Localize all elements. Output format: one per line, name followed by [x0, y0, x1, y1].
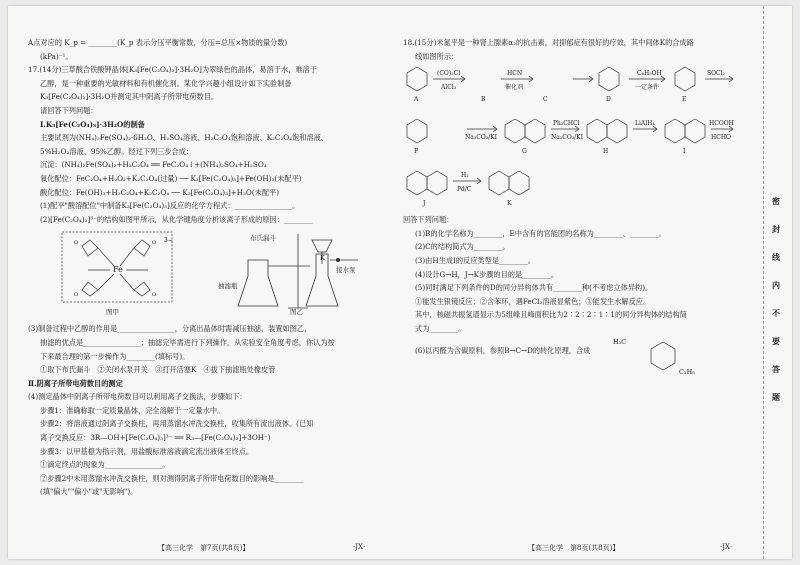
svg-text:I: I	[683, 148, 686, 156]
svg-text:C: C	[543, 96, 548, 104]
right-page-footer: 【高三化学 第8页(共8页)】	[528, 544, 620, 552]
right-page	[403, 36, 748, 376]
svg-text:D: D	[606, 96, 611, 104]
methyl-label: H₃C	[613, 337, 627, 346]
section-heading: Ⅰ.K₃[Fe(C₂O₄)₃]·3H₂O的制备	[40, 119, 145, 129]
text-line: ①滴定终点的现象为________________。	[40, 460, 170, 470]
svg-text:Na₂CO₃/KI: Na₂CO₃/KI	[551, 134, 584, 142]
text-line: 式为________。	[415, 323, 466, 333]
complex-structure-diagram	[58, 230, 178, 314]
svg-text:G: G	[522, 148, 527, 156]
text-line: (3)由H生成I的反应类型是________。	[415, 255, 535, 265]
reaction-scheme-drawing	[403, 63, 748, 213]
text-line: 步骤1：准确称取一定质量晶体，完全溶解于一定量水中。	[40, 405, 225, 415]
svg-text:O: O	[74, 240, 79, 247]
svg-text:SOCl₂: SOCl₂	[707, 70, 725, 78]
svg-text:Fe: Fe	[113, 265, 123, 275]
seal-char: 内	[772, 280, 780, 290]
svg-text:F: F	[414, 148, 419, 156]
svg-text:E: E	[682, 96, 687, 104]
figure-a-caption: 图甲	[106, 308, 119, 317]
seal-char: 题	[772, 392, 780, 402]
svg-text:A: A	[414, 96, 419, 104]
text-line: 主要试剂为(NH₄)₂Fe(SO₄)₂·6H₂O、H₂SO₄溶液、H₂C₂O₄饱和溶液、K₂C₂O₄饱和溶液、	[40, 133, 328, 143]
text-line: 步骤2：将溶液通过阴离子交换柱，再用蒸馏水冲洗交换柱，收集所有流出液体。(已知	[40, 419, 314, 429]
text-line: (2)C的结构简式为________。	[415, 242, 510, 252]
svg-text:3−: 3−	[164, 237, 173, 245]
svg-text:Na₂CO₃/KI: Na₂CO₃/KI	[465, 134, 498, 142]
text-line: 线如图所示：	[415, 51, 459, 61]
svg-text:AlCl₃: AlCl₃	[441, 84, 457, 92]
seal-char: 不	[772, 308, 780, 318]
text-line: (3)制备过程中乙醇的作用是________________，分离出晶体时需减压抽滤，装置如图乙，	[28, 324, 312, 334]
text-line: (6)以丙醛为含碳原料，参照B→C→D的转化原理，合成	[415, 345, 591, 355]
valve-k-label: K	[320, 254, 325, 263]
svg-text:Ph₂CHCl: Ph₂CHCl	[553, 120, 580, 128]
svg-text:催化剂: 催化剂	[505, 84, 524, 92]
left-page-footer-mark: ·JX·	[353, 543, 366, 551]
svg-text:J: J	[423, 200, 426, 208]
seal-line-strip	[763, 6, 793, 559]
svg-text:B: B	[481, 96, 486, 104]
exam-sheet	[8, 6, 792, 559]
text-line: ②步骤2中未用蒸馏水冲洗交换柱，则对测得阴离子所带电荷数目的影响是________	[40, 473, 304, 483]
svg-text:一定条件: 一定条件	[635, 84, 660, 92]
text-line: (kPa)⁻¹。	[40, 51, 73, 61]
options-line: ①取下布氏漏斗 ②关闭水泵开关 ③打开活塞K ④拔下抽滤瓶处橡皮管	[40, 365, 276, 375]
text-line: (填"偏大""偏小"或"无影响")。	[40, 487, 138, 497]
equation-line: 沉淀：(NH₄)₂Fe(SO₄)₂+H₂C₂O₄ ══ FeC₂O₄↓+(NH₄)₂SO₄+H₂SO₄	[40, 160, 267, 170]
equation-line: 酸化配位：Fe(OH)₃+H₂C₂O₄+K₂C₂O₄ ── K₃[Fe(C₂O₄)₃]+H₂O(未配平)	[40, 187, 279, 197]
svg-text:HCHO: HCHO	[711, 134, 731, 142]
text-line: (2)[Fe(C₂O₄)₃]³⁻的结构如图甲所示，从化学键角度分析该离子形成的原因：________	[40, 214, 313, 224]
text-line: (1)配平"酸溶配位"中制备K₃[Fe(C₂O₄)₃]反应的化学方程式：________________。	[40, 201, 300, 211]
figure-row	[28, 230, 388, 318]
seal-char: 答	[772, 364, 780, 374]
svg-text:HCOOH: HCOOH	[709, 120, 734, 128]
left-page-footer: 【高三化学 第7页(共8页)】	[158, 544, 250, 552]
text-line: A点对应的 K_p = ________(K_p 表示分压平衡常数，分压=总压×物质的量分数)	[28, 38, 288, 47]
text-line: 离子交换反应：3R—OH+[Fe(C₂O₄)₃]³⁻ ══ R₃—[Fe(C₂O₄)₃]+3OH⁻)	[40, 433, 271, 443]
text-line: 乙醇，是一种重要的光敏材料和有机催化剂。某化学兴趣小组设计如下实验制备	[40, 78, 292, 88]
text-line: ①能发生银镜反应；②含苯环，遇FeCl₃溶液显紫色；③能发生水解反应。	[415, 296, 651, 306]
svg-text:(CO)₂Cl: (CO)₂Cl	[437, 70, 461, 78]
to-pump-label: 接水泵	[336, 266, 356, 275]
question-6-row	[403, 336, 748, 376]
text-line: (5)同时满足下列条件的D的同分异构体共有________种(不考虑立体异构)。	[415, 283, 653, 293]
seal-char: 要	[772, 336, 780, 346]
text-line: (1)B的化学名称为________，E中含有的官能团的名称为________、________。	[415, 228, 666, 238]
text-line: 5%H₂O₂溶液、95%乙醇。经过下列三步合成：	[40, 146, 194, 156]
left-page	[28, 36, 388, 499]
section-heading: Ⅱ.阴离子所带电荷数目的测定	[28, 378, 123, 388]
synthesis-scheme	[403, 63, 748, 213]
text-line: 其中，核磁共振氢谱显示为5组峰且峰面积比为2∶2∶2∶1∶1的同分异构体的结构简	[415, 310, 687, 320]
text-line: 回答下列问题：	[403, 215, 454, 225]
svg-text:K: K	[507, 200, 512, 208]
svg-text:O: O	[74, 292, 79, 299]
svg-text:O: O	[152, 240, 157, 247]
text-line: 下来最合理的第一步操作为________(填标号)。	[40, 351, 190, 361]
right-page-footer-mark: ·JX·	[720, 543, 733, 551]
svg-text:HCN: HCN	[507, 70, 523, 78]
svg-text:H: H	[603, 148, 609, 156]
svg-text:LiAlH₄: LiAlH₄	[635, 120, 655, 128]
figure-b-caption: 图乙	[290, 308, 303, 317]
text-line: K₃[Fe(C₂O₄)₃]·3H₂O并测定其中阴离子所带电荷数目。	[40, 92, 219, 102]
svg-text:Pd/C: Pd/C	[457, 186, 472, 194]
seal-char: 密	[772, 196, 780, 206]
svg-text:C₆H₅OH: C₆H₅OH	[637, 70, 662, 78]
question-18-title: 18.(15分)米氮平是一种肾上腺素α₂的抗击素，对抑郁症有很好的疗效，其中间体K的合成路	[403, 38, 694, 47]
svg-text:H₂: H₂	[461, 172, 469, 180]
buchner-funnel-label: 布氏漏斗	[250, 234, 276, 243]
text-line: 步骤3：以甲基橙为指示剂，用盐酸标准溶液滴定流出液体至终点。	[40, 446, 254, 456]
question-17-title: 17.(14分)三草酸合铁酸钾晶体[K₃[Fe(C₂O₄)₃]·3H₂O]为翠绿色的晶体，易溶于水，难溶于	[28, 65, 317, 75]
text-line: (4)测定晶体中阴离子所带电荷数目可以利用离子交换法，步骤如下：	[28, 392, 247, 402]
equation-line: 氧化配位：FeC₂O₄+H₂O₂+K₂C₂O₄(过量) ── K₃[Fe(C₂O₄)₃]+Fe(OH)₃(未配平)	[40, 173, 302, 183]
seal-char: 封	[772, 224, 780, 234]
suction-flask-label: 抽滤瓶	[218, 282, 238, 291]
text-line: 请回答下列问题：	[40, 105, 98, 115]
seal-char: 线	[772, 252, 780, 262]
text-line: (4)设计G→H，J→K步骤的目的是________。	[415, 269, 559, 279]
svg-text:O: O	[152, 292, 157, 299]
ethyl-label: C₂H₅	[679, 367, 695, 376]
text-line: 抽滤的优点是________________；抽滤完毕需进行下列操作，从实验安全角度考虑，你认为按	[40, 337, 335, 347]
